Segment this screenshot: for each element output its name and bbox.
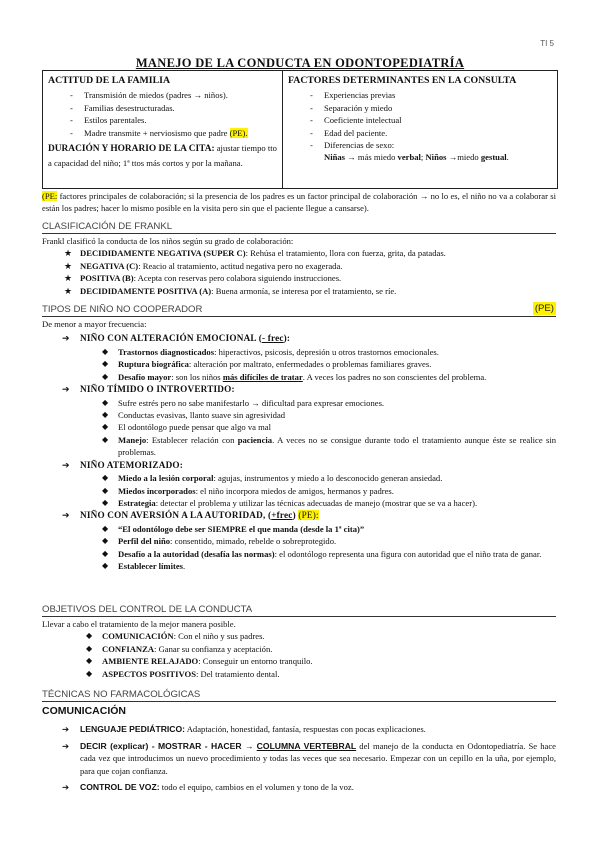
type-detail [42, 472, 556, 484]
detail-quote: “El odontólogo debe ser SIEMPRE el que manda (desde la 1ª cita)” [118, 523, 365, 534]
detail-term: Estrategia [118, 498, 156, 509]
factors-list [288, 89, 552, 151]
section-heading-tecnicas: TÉCNICAS NO FARMACOLÓGICAS [42, 688, 556, 702]
detail-term: Establecer límites [118, 561, 183, 572]
ninos-word: gestual [480, 152, 507, 163]
detail-term: Trastornos diagnosticados [118, 346, 215, 357]
note-text: factores principales de colaboración; si la presencia de los padres es un factor principal de colaboración → no lo es, el niño no va a colaborar si están los padres; hacer lo mismo posible en la visita pero sin que el paciente llegue a cansarse). [42, 191, 556, 214]
family-list [48, 89, 277, 139]
freq-label: +frec [271, 510, 293, 521]
detail-text: : detectar el problema y utilizar las técnicas adecuadas de manejo (mostrar que se va a hacer). [155, 498, 478, 509]
list-item: - Familias desestructuradas. [70, 102, 277, 114]
objetivo-term: CONFIANZA [102, 643, 155, 654]
tipos-intro: De menor a mayor frecuencia: [42, 319, 147, 329]
objetivo-item [42, 630, 556, 642]
frankl-term: DECIDIDAMENTE NEGATIVA (SUPER C) [80, 248, 246, 259]
list-item: - Separación y miedo [310, 102, 552, 114]
ninas-word: verbal [397, 152, 421, 163]
frankl-text: : Acepta con reservas pero colabora siguiendo instrucciones. [133, 273, 342, 284]
tecnica-text: del manejo de la conducta en Odontopediatría. Se hace cada vez que introducimos un nuevo procedimiento y todas las veces que sea necesario. Empezar con un cepillo en la uña, por ejemplo, para que cojan confianza. [80, 740, 556, 776]
type-detail: ◆ Conductas evasivas, llanto suave sin agresividad [42, 409, 556, 421]
detail-text: : el niño incorpora miedos de amigos, hermanos y padres. [195, 485, 394, 496]
list-item: - Diferencias de sexo: [310, 139, 552, 151]
type-detail [42, 358, 556, 370]
ninos-text: →miedo [446, 152, 481, 163]
type-detail [42, 535, 556, 547]
objetivo-item [42, 668, 556, 680]
frankl-term: POSITIVA (B) [80, 273, 134, 284]
comunicacion-heading: COMUNICACIÓN [42, 705, 126, 717]
type-detail [42, 485, 556, 497]
type-detail: ◆ Establecer límites. [42, 560, 556, 572]
list-item: - Estilos parentales. [70, 114, 277, 126]
section-heading-tipos [42, 303, 556, 317]
list-item: - Transmisión de miedos (padres → niños). [70, 89, 277, 101]
frankl-block [42, 235, 556, 297]
objetivo-text: : Del tratamiento dental. [196, 668, 280, 679]
freq-label: - frec [261, 333, 284, 344]
section-title: TIPOS DE NIÑO NO COOPERADOR [42, 304, 203, 315]
detail-text: : Establecer relación con [146, 434, 238, 445]
detail-term: Miedos incorporados [118, 485, 196, 496]
list-item-text: Madre transmite + nerviosismo que padre [84, 127, 230, 138]
frankl-text: : Rehúsa el tratamiento, llora con fuerza, grita, da patadas. [245, 248, 446, 259]
frankl-text: : Buena armonía, se interesa por el tratamiento, se ríe. [211, 285, 397, 296]
ninas-label: Niñas [324, 152, 346, 163]
frankl-item [42, 285, 556, 297]
frankl-item [42, 260, 556, 272]
tecnica-text: todo el equipo, cambios en el volumen y tono de la voz. [159, 782, 354, 793]
detail-emphasis: paciencia [237, 434, 273, 445]
tipos-block [42, 318, 556, 573]
type-detail [42, 497, 556, 509]
detail-term: Desafío mayor [118, 371, 172, 382]
pe-highlight: (PE) [534, 303, 554, 314]
objetivo-term: COMUNICACIÓN [102, 631, 174, 642]
frankl-intro: Frankl clasificó la conducta de los niños según su grado de colaboración: [42, 236, 294, 246]
family-column [43, 71, 283, 188]
tecnica-term: LENGUAJE PEDIÁTRICO: [80, 724, 186, 735]
objetivo-term: AMBIENTE RELAJADO [102, 656, 199, 667]
pe-highlight: (PE). [229, 127, 248, 138]
detail-text: : son los niños [171, 371, 223, 382]
objetivos-block [42, 618, 556, 680]
detail-emphasis: más difíciles de tratar [222, 371, 303, 382]
list-item [70, 127, 277, 139]
frankl-term: NEGATIVA (C) [80, 260, 139, 271]
type-detail [42, 548, 556, 560]
type-detail: ◆ El odontólogo puede pensar que algo va mal [42, 421, 556, 433]
type-label: NIÑO CON ALTERACIÓN EMOCIONAL ( [80, 333, 262, 344]
type-autoridad [42, 509, 556, 522]
detail-text: . A veces no se consigue durante todo el tratamiento aunque éste se realice sin problemas. [118, 434, 556, 458]
page-title: MANEJO DE LA CONDUCTA EN ODONTOPEDIATRÍA [135, 56, 465, 70]
section-heading-objetivos: OBJETIVOS DEL CONTROL DE LA CONDUCTA [42, 603, 556, 617]
summary-box [42, 70, 558, 189]
detail-text: . A veces los padres no son conscientes del problema. [302, 371, 487, 382]
detail-term: Ruptura biográfica [118, 359, 189, 370]
tecnicas-block [42, 704, 556, 793]
page-number: TI 5 [540, 39, 554, 48]
tecnica-item [42, 781, 556, 793]
detail-text: : alteración por maltrato, enfermedades o problemas familiares graves. [188, 359, 432, 370]
tecnica-text: Adaptación, honestidad, fantasía, respuestas con pocas explicaciones. [185, 724, 426, 735]
tecnica-item [42, 723, 556, 735]
type-timido: ➔ NIÑO TÍMIDO O INTROVERTIDO: [42, 383, 556, 396]
frankl-item [42, 272, 556, 284]
objetivo-text: : Con el niño y sus padres. [173, 631, 265, 642]
type-detail [42, 434, 556, 459]
list-item: - Experiencias previas [310, 89, 552, 101]
type-label-close: ) [292, 510, 296, 521]
tecnica-term: DECIR (explicar) - MOSTRAR - HACER → [80, 740, 254, 751]
type-detail: ◆ Sufre estrés pero no sabe manifestarlo → dificultad para expresar emociones. [42, 397, 556, 409]
tecnica-emphasis: COLUMNA VERTEBRAL [256, 740, 357, 751]
type-label-close: ): [283, 333, 291, 344]
type-detail [42, 346, 556, 358]
section-heading-frankl: CLASIFICACIÓN DE FRANKL [42, 220, 556, 234]
pe-highlight: (PE: [42, 191, 58, 201]
type-label: NIÑO CON AVERSIÓN A LA AUTORIDAD, ( [80, 510, 272, 521]
detail-term: Perfil del niño [118, 536, 171, 547]
list-item: - Edad del paciente. [310, 127, 552, 139]
objetivo-text: : Conseguir un entorno tranquilo. [198, 656, 313, 667]
frankl-text: : Reacio al tratamiento, actitud negativa pero no exagerada. [138, 260, 343, 271]
objetivos-intro: Llevar a cabo el tratamiento de la mejor manera posible. [42, 619, 236, 629]
detail-text: : agujas, instrumentos y miedo a lo desconocido generan ansiedad. [213, 473, 443, 484]
detail-term: Desafío a la autoridad (desafía las normas) [118, 548, 275, 559]
frankl-item [42, 247, 556, 259]
detail-text: : hiperactivos, psicosis, depresión u otros trastornos emocionales. [214, 346, 439, 357]
objetivo-item [42, 655, 556, 667]
ninas-text: → más miedo [345, 152, 398, 163]
frankl-term: DECIDIDAMENTE POSITIVA (A) [80, 285, 212, 296]
tecnica-item [42, 740, 556, 777]
pe-highlight: (PE): [298, 510, 319, 521]
duration-paragraph [48, 142, 277, 169]
objetivo-item [42, 643, 556, 655]
factors-heading: FACTORES DETERMINANTES EN LA CONSULTA [288, 75, 517, 86]
duration-text: ajustar tiempo tto a capacidad del niño; 1ª ttos más cortos y por la mañana. [48, 143, 277, 168]
objetivo-text: : Ganar su confianza y aceptación. [154, 643, 273, 654]
type-atemorizado: ➔ NIÑO ATEMORIZADO: [42, 459, 556, 472]
detail-term: Miedo a la lesión corporal [118, 473, 214, 484]
detail-text: : consentido, mimado, rebelde o sobreprotegido. [170, 536, 337, 547]
ninos-label: Niños [425, 152, 447, 163]
duration-heading: DURACIÓN Y HORARIO DE LA CITA: [48, 144, 215, 155]
list-item: - Coeficiente intelectual [310, 114, 552, 126]
family-heading: ACTITUD DE LA FAMILIA [48, 75, 171, 86]
sex-differences: Niñas → más miedo verbal; Niños →miedo gestual. [324, 152, 509, 163]
type-detail [42, 371, 556, 383]
factors-column [283, 71, 557, 188]
detail-text: : el odontólogo representa una figura con autoridad que el niño trata de ganar. [274, 548, 542, 559]
pe-note [42, 190, 556, 215]
tecnica-term: CONTROL DE VOZ: [80, 782, 160, 793]
objetivo-term: ASPECTOS POSITIVOS [102, 668, 196, 679]
type-emocional [42, 332, 556, 345]
detail-term: Manejo [118, 434, 147, 445]
type-detail [42, 523, 556, 535]
